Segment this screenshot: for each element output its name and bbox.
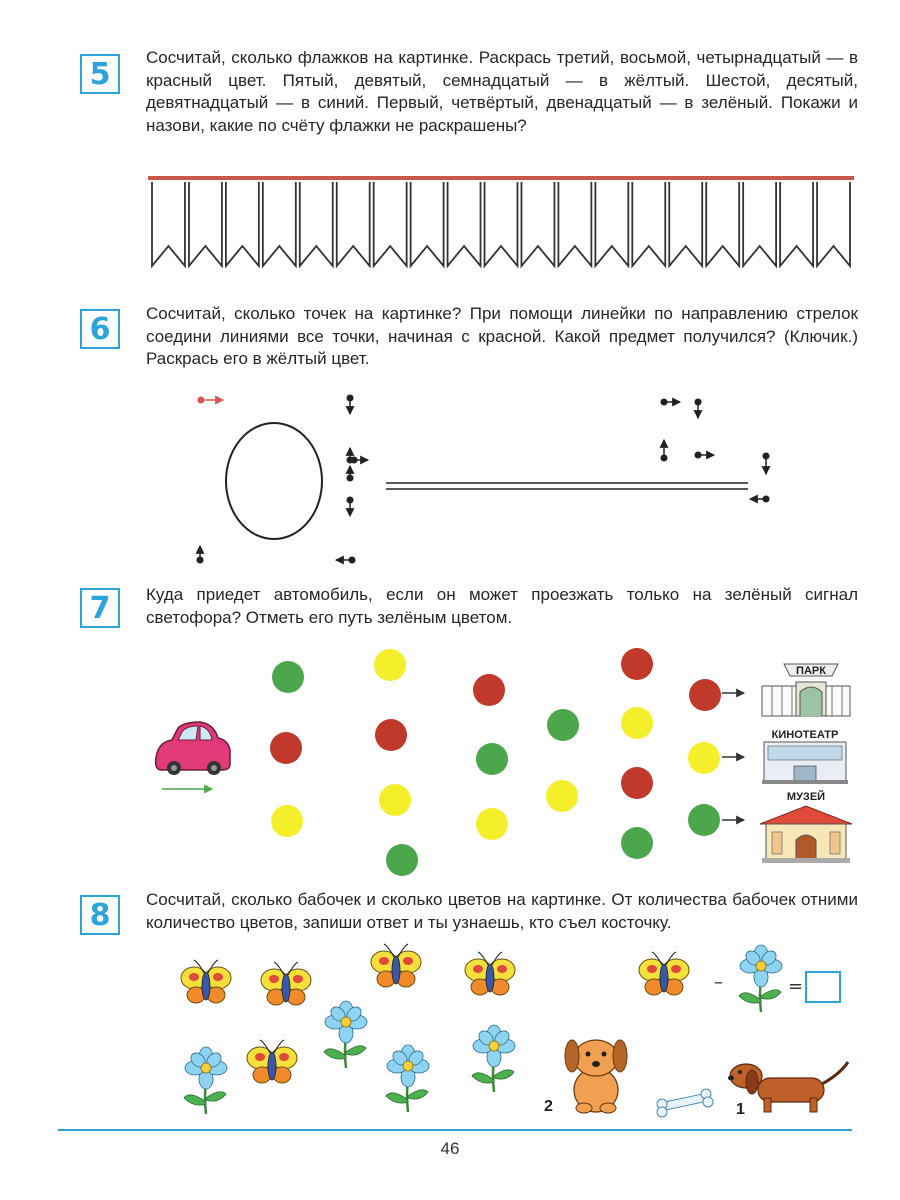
answer-box[interactable]	[806, 972, 840, 1002]
cinema-label: КИНОТЕАТР	[771, 729, 839, 741]
dog-2-label: 2	[544, 1098, 553, 1115]
task-8-text: Сосчитай, сколько бабочек и сколько цветов на картинке. От количества бабочек отними количество цветов, запиши ответ и ты узнаешь, кто съел косточку.	[146, 890, 858, 932]
bone-icon	[657, 1089, 713, 1117]
park-label: ПАРК	[796, 665, 826, 677]
museum-label: МУЗЕЙ	[786, 791, 826, 803]
task-6-text: Сосчитай, сколько точек на картинке? При помощи линейки по направлению стрелок соедини линиями все точки, начиная с красной. Какой предмет получился? (Ключик.) Раскрась его в жёлтый цвет.	[146, 304, 858, 368]
task-5-text: Сосчитай, сколько флажков на картинке. Раскрась третий, восьмой, четырнадцатый — в красный цвет. Пятый, девятый, семнадцатый — в жёлтый. Шестой, десятый, девятнадцатый — в синий. Первый, четвёртый, двенадцатый — в зелёный. Покажи и назови, какие по счёту флажки не раскрашены?	[146, 48, 858, 135]
task-5-number: 5	[80, 54, 120, 94]
task-7-number: 7	[80, 588, 120, 628]
dachshund-icon	[728, 1062, 848, 1112]
task-6-number: 6	[80, 309, 120, 349]
minus-sign: –	[714, 972, 723, 993]
task-8-number: 8	[80, 895, 120, 935]
task-7-text: Куда приедет автомобиль, если он может проезжать только на зелёный сигнал светофора? Отметь его путь зелёным цветом.	[146, 585, 858, 627]
dog-1-label: 1	[736, 1101, 745, 1118]
page-divider	[58, 1129, 852, 1131]
sitting-dog-icon	[565, 1040, 627, 1113]
page-number: 46	[440, 1139, 460, 1158]
equals-sign: =	[788, 976, 804, 997]
